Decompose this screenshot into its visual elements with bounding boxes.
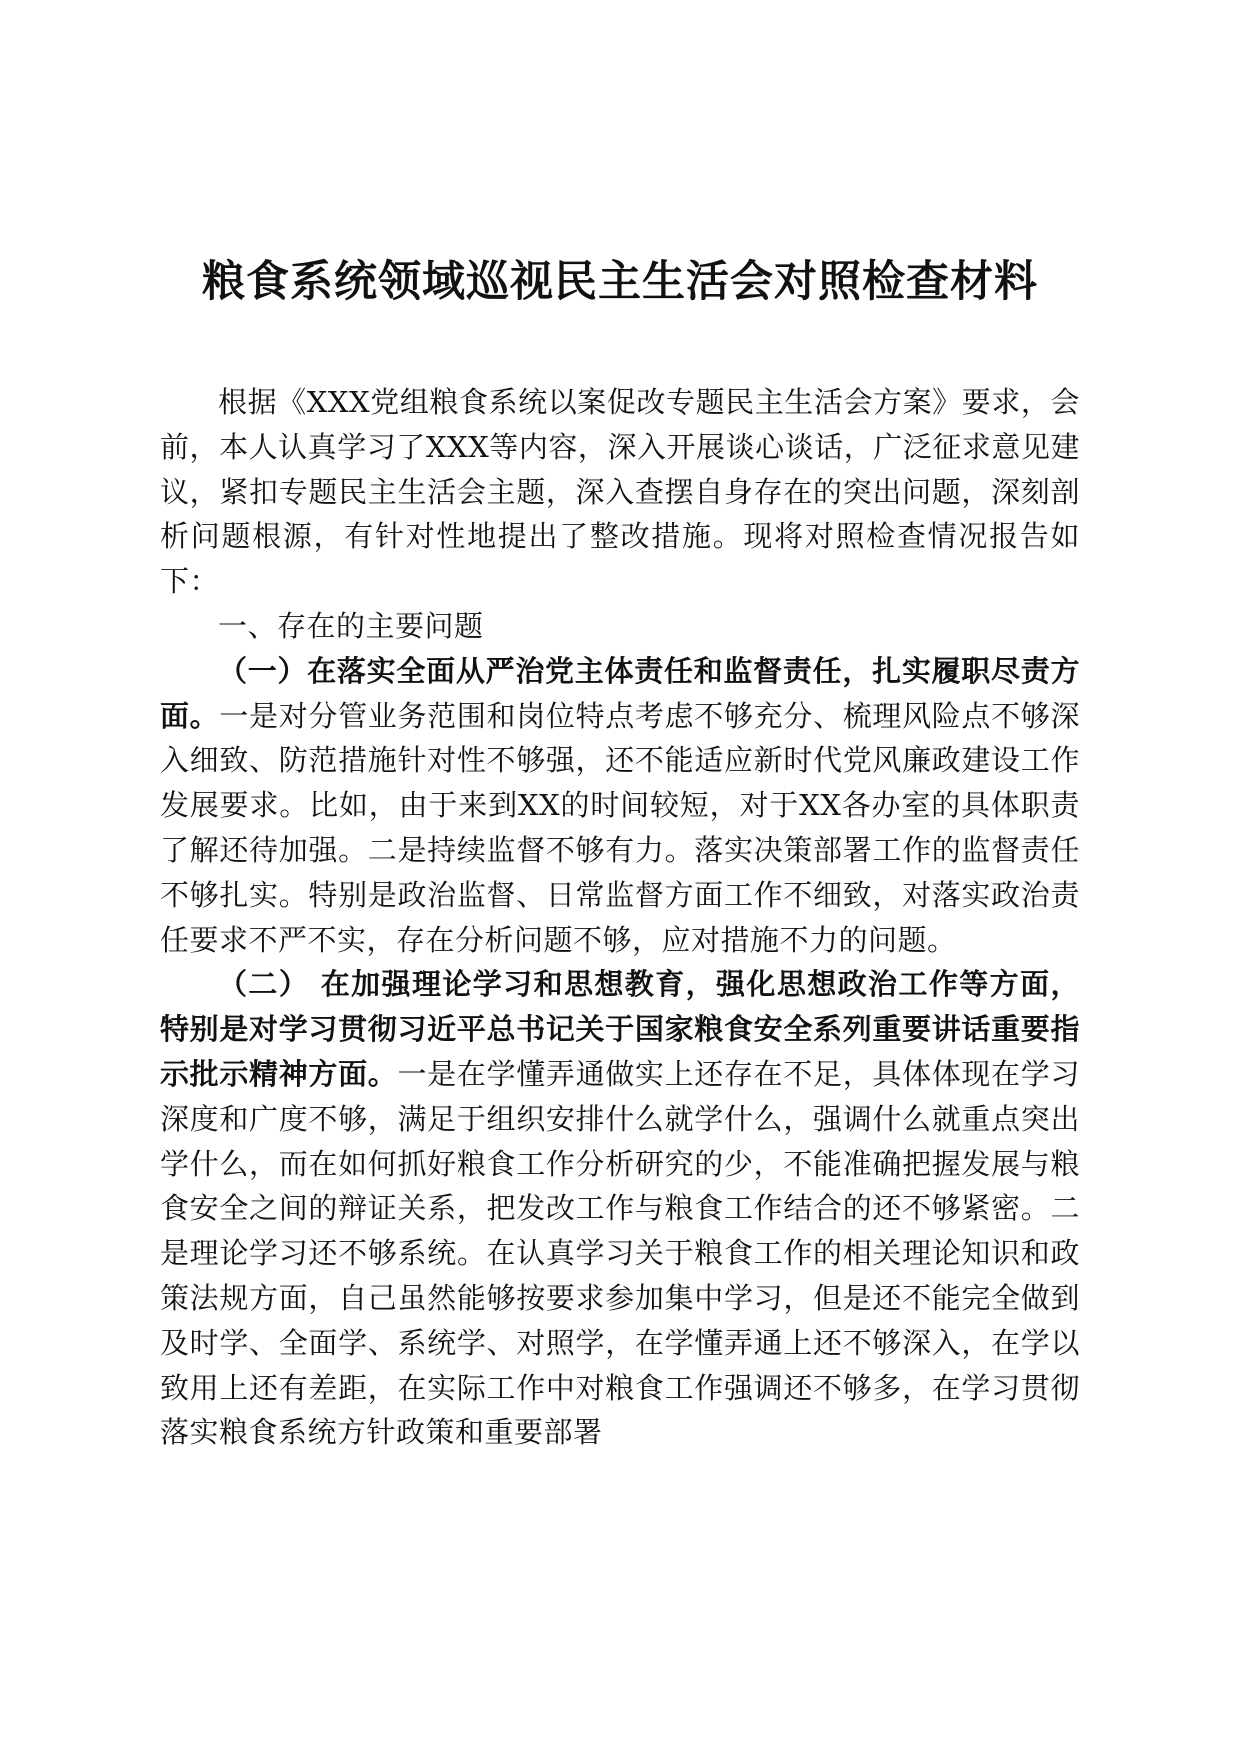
intro-paragraph: 根据《XXX党组粮食系统以案促改专题民主生活会方案》要求，会前，本人认真学习了XXX等内容，深入开展谈心谈话，广泛征求意见建议，紧扣专题民主生活会主题，深入查摆自身存在的突出问题，深刻剖析问题根源，有针对性地提出了整改措施。现将对照检查情况报告如下： xyxy=(160,385,1080,599)
item-body-2: 一是在学懂弄通做实上还存在不足，具体体现在学习深度和广度不够，满足于组织安排什么就学什么，强调什么就重点突出学什么，而在如何抓好粮食工作分析研究的少，不能准确把握发展与粮食安全之间的辩证关系，把发改工作与粮食工作结合的还不够紧密。二是理论学习还不够系统。在认真学习关于粮食工作的相关理论知识和政策法规方面，自己虽然能够按要求参加集中学习，但是还不能完全做到及时学、全面学、系统学、对照学，在学懂弄通上还不够深入，在学以致用上还有差距，在实际工作中对粮食工作强调还不够多，在学习贯彻落实粮食系统方针政策和重要部署 xyxy=(160,1056,1080,1450)
item-paragraph-1 xyxy=(160,649,1080,963)
document-title: 粮食系统领域巡视民主生活会对照检查材料 xyxy=(202,257,1038,307)
item-heading-1: （一）在落实全面从严治党主体责任和监督责任，扎实履职尽责方面。 xyxy=(160,653,1080,733)
section-heading: 一、存在的主要问题 xyxy=(218,608,484,643)
item-heading-2: （二） 在加强理论学习和思想教育，强化思想政治工作等方面，特别是对学习贯彻习近平总书记关于国家粮食安全系列重要讲话重要指示批示精神方面。 xyxy=(160,967,1080,1091)
item-paragraph-2 xyxy=(160,962,1080,1455)
document-body xyxy=(160,380,1080,1455)
item-body-1: 一是对分管业务范围和岗位特点考虑不够充分、梳理风险点不够深入细致、防范措施针对性不够强，还不能适应新时代党风廉政建设工作发展要求。比如，由于来到XX的时间较短，对于XX各办室的具体职责了解还待加强。二是持续监督不够有力。落实决策部署工作的监督责任不够扎实。特别是政治监督、日常监督方面工作不细致，对落实政治责任要求不严不实，存在分析问题不够，应对措施不力的问题。 xyxy=(160,698,1080,957)
